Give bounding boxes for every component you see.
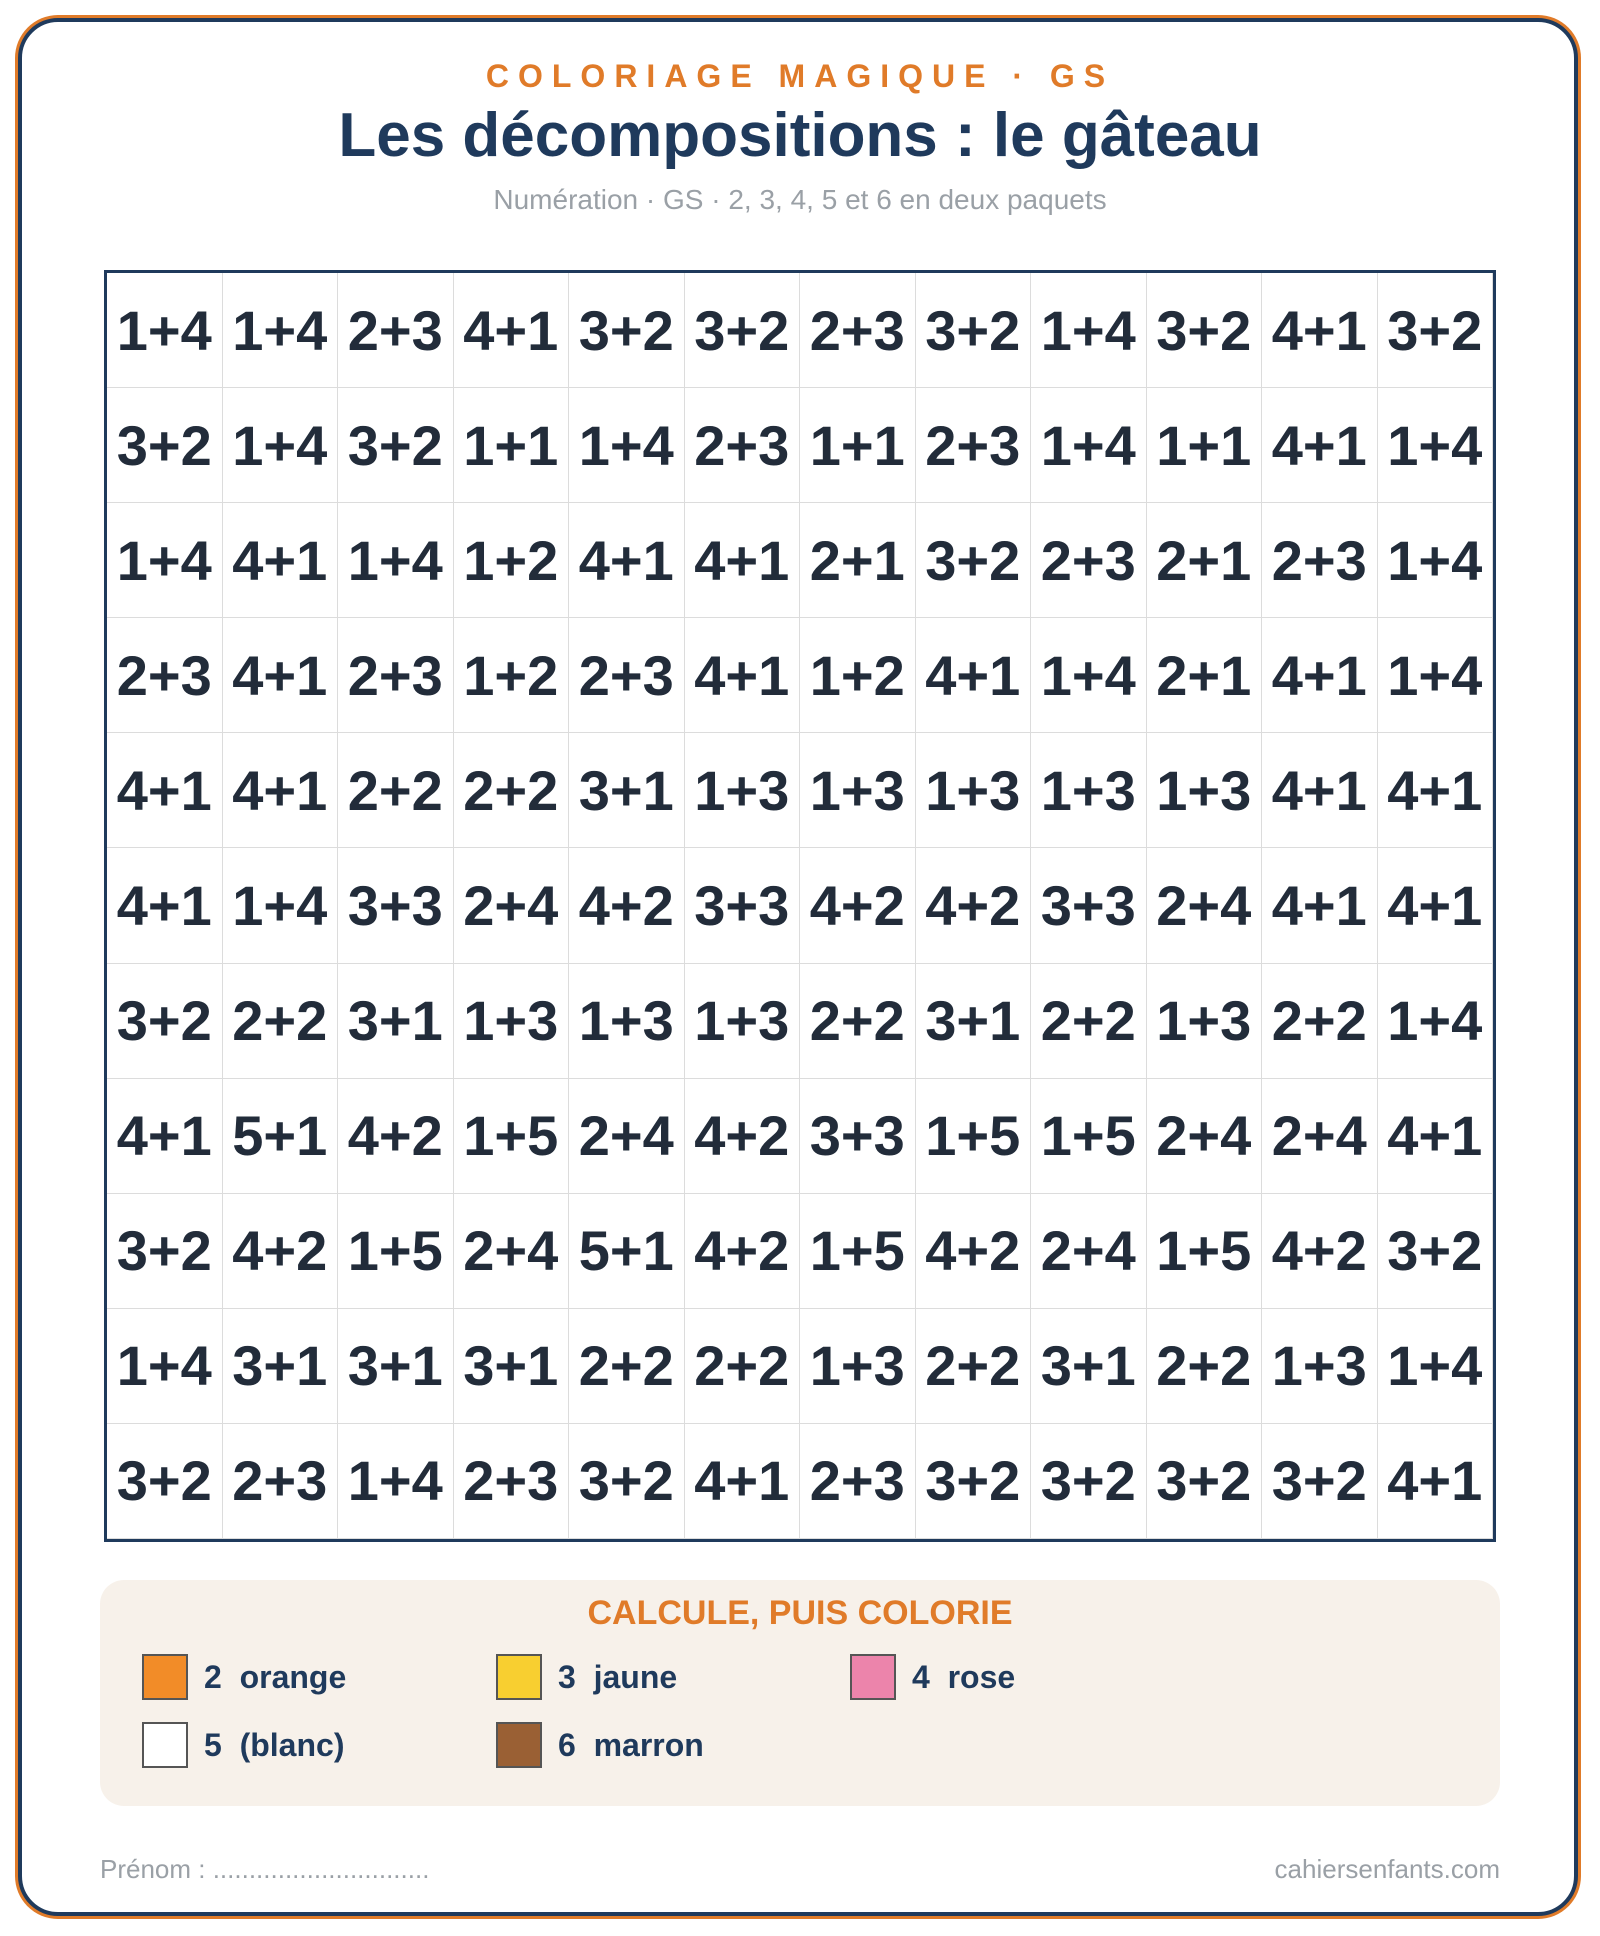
grid-cell: 4+1 bbox=[1262, 273, 1378, 388]
grid-cell: 1+5 bbox=[800, 1194, 916, 1309]
legend-label: 4 rose bbox=[912, 1658, 1016, 1695]
grid-cell: 3+2 bbox=[107, 1194, 223, 1309]
grid-cell: 1+4 bbox=[338, 503, 454, 618]
grid-cell: 4+2 bbox=[1262, 1194, 1378, 1309]
grid-cell: 2+2 bbox=[223, 964, 339, 1079]
legend-item-blanc bbox=[142, 1722, 344, 1768]
grid-cell: 1+4 bbox=[223, 388, 339, 503]
grid-cell: 1+3 bbox=[1147, 733, 1263, 848]
grid-cell: 4+2 bbox=[916, 1194, 1032, 1309]
grid-cell: 2+2 bbox=[338, 733, 454, 848]
grid-cell: 3+2 bbox=[916, 1424, 1032, 1539]
legend-label: 5 (blanc) bbox=[204, 1726, 345, 1763]
grid-cell: 3+2 bbox=[1262, 1424, 1378, 1539]
grid-cell: 4+1 bbox=[107, 1079, 223, 1194]
grid-cell: 3+3 bbox=[1031, 848, 1147, 963]
grid-cell: 2+2 bbox=[916, 1309, 1032, 1424]
grid-cell: 3+1 bbox=[569, 733, 685, 848]
legend-item-marron bbox=[496, 1722, 704, 1768]
grid-cell: 2+3 bbox=[338, 618, 454, 733]
grid-cell: 1+1 bbox=[1147, 388, 1263, 503]
grid-cell: 3+3 bbox=[800, 1079, 916, 1194]
grid-cell: 2+4 bbox=[454, 848, 570, 963]
grid-cell: 3+1 bbox=[916, 964, 1032, 1079]
grid-cell: 3+2 bbox=[1378, 1194, 1494, 1309]
grid-cell: 2+3 bbox=[685, 388, 801, 503]
grid-cell: 1+3 bbox=[1031, 733, 1147, 848]
grid-cell: 1+4 bbox=[569, 388, 685, 503]
grid-cell: 3+2 bbox=[1147, 273, 1263, 388]
grid-cell: 2+3 bbox=[1262, 503, 1378, 618]
grid-cell: 3+2 bbox=[569, 273, 685, 388]
grid-cell: 4+1 bbox=[685, 1424, 801, 1539]
grid-cell: 4+1 bbox=[1378, 1424, 1494, 1539]
grid-cell: 2+1 bbox=[1147, 503, 1263, 618]
grid-cell: 4+1 bbox=[454, 273, 570, 388]
grid-cell: 4+2 bbox=[223, 1194, 339, 1309]
brown-swatch bbox=[496, 1722, 542, 1768]
grid-cell: 2+3 bbox=[107, 618, 223, 733]
grid-cell: 3+2 bbox=[685, 273, 801, 388]
grid-cell: 3+2 bbox=[338, 388, 454, 503]
grid-cell: 1+4 bbox=[1378, 388, 1494, 503]
grid-cell: 4+1 bbox=[685, 503, 801, 618]
grid-cell: 1+4 bbox=[1378, 1309, 1494, 1424]
grid-cell: 4+2 bbox=[800, 848, 916, 963]
grid-cell: 1+3 bbox=[685, 964, 801, 1079]
white-swatch bbox=[142, 1722, 188, 1768]
grid-cell: 3+2 bbox=[1378, 273, 1494, 388]
grid-cell: 1+4 bbox=[107, 503, 223, 618]
orange-swatch bbox=[142, 1654, 188, 1700]
grid-cell: 4+2 bbox=[916, 848, 1032, 963]
name-field-label: Prénom : .............................. bbox=[100, 1854, 430, 1884]
grid-cell: 1+2 bbox=[800, 618, 916, 733]
grid-cell: 1+3 bbox=[800, 1309, 916, 1424]
grid-cell: 3+1 bbox=[338, 964, 454, 1079]
grid-cell: 3+2 bbox=[107, 1424, 223, 1539]
grid-cell: 3+2 bbox=[1031, 1424, 1147, 1539]
grid-cell: 4+2 bbox=[338, 1079, 454, 1194]
grid-cell: 1+5 bbox=[1147, 1194, 1263, 1309]
grid-cell: 4+1 bbox=[223, 618, 339, 733]
grid-cell: 4+1 bbox=[223, 503, 339, 618]
grid-cell: 2+3 bbox=[569, 618, 685, 733]
grid-cell: 2+2 bbox=[800, 964, 916, 1079]
grid-cell: 1+4 bbox=[107, 273, 223, 388]
grid-cell: 4+1 bbox=[916, 618, 1032, 733]
grid-cell: 2+3 bbox=[916, 388, 1032, 503]
grid-cell: 3+2 bbox=[1147, 1424, 1263, 1539]
grid-cell: 4+1 bbox=[1378, 733, 1494, 848]
grid-cell: 1+4 bbox=[1031, 388, 1147, 503]
grid-cell: 4+1 bbox=[107, 733, 223, 848]
grid-cell: 2+4 bbox=[1031, 1194, 1147, 1309]
grid-cell: 4+1 bbox=[569, 503, 685, 618]
grid-cell: 3+3 bbox=[685, 848, 801, 963]
grid-cell: 2+4 bbox=[454, 1194, 570, 1309]
grid-cell: 1+4 bbox=[1378, 503, 1494, 618]
grid-cell: 2+2 bbox=[1262, 964, 1378, 1079]
grid-cell: 1+5 bbox=[916, 1079, 1032, 1194]
grid-cell: 2+4 bbox=[1262, 1079, 1378, 1194]
grid-cell: 3+2 bbox=[107, 964, 223, 1079]
grid-cell: 2+2 bbox=[1031, 964, 1147, 1079]
grid-cell: 3+1 bbox=[1031, 1309, 1147, 1424]
grid-cell: 1+3 bbox=[916, 733, 1032, 848]
grid-cell: 4+1 bbox=[223, 733, 339, 848]
grid-cell: 4+1 bbox=[1378, 848, 1494, 963]
legend-item-jaune bbox=[496, 1654, 677, 1700]
grid-cell: 2+2 bbox=[1147, 1309, 1263, 1424]
grid-cell: 2+1 bbox=[1147, 618, 1263, 733]
grid-cell: 4+1 bbox=[1262, 733, 1378, 848]
grid-cell: 1+3 bbox=[569, 964, 685, 1079]
grid-cell: 1+3 bbox=[454, 964, 570, 1079]
grid-cell: 2+3 bbox=[223, 1424, 339, 1539]
grid-cell: 2+3 bbox=[1031, 503, 1147, 618]
grid-cell: 4+2 bbox=[685, 1194, 801, 1309]
grid-cell: 2+1 bbox=[800, 503, 916, 618]
grid-cell: 2+3 bbox=[454, 1424, 570, 1539]
grid-cell: 2+2 bbox=[569, 1309, 685, 1424]
yellow-swatch bbox=[496, 1654, 542, 1700]
grid-cell: 4+2 bbox=[685, 1079, 801, 1194]
grid-cell: 3+2 bbox=[569, 1424, 685, 1539]
grid-cell: 3+3 bbox=[338, 848, 454, 963]
grid-cell: 4+1 bbox=[1262, 848, 1378, 963]
grid-cell: 3+1 bbox=[223, 1309, 339, 1424]
grid-cell: 4+1 bbox=[1262, 618, 1378, 733]
grid-cell: 1+3 bbox=[685, 733, 801, 848]
legend-item-rose bbox=[850, 1654, 1015, 1700]
coloring-grid bbox=[104, 270, 1496, 1542]
grid-cell: 4+2 bbox=[569, 848, 685, 963]
grid-cell: 1+2 bbox=[454, 618, 570, 733]
pink-swatch bbox=[850, 1654, 896, 1700]
grid-cell: 1+5 bbox=[1031, 1079, 1147, 1194]
grid-cell: 3+1 bbox=[454, 1309, 570, 1424]
grid-cell: 4+1 bbox=[1378, 1079, 1494, 1194]
grid-cell: 2+3 bbox=[338, 273, 454, 388]
grid-cell: 1+5 bbox=[338, 1194, 454, 1309]
grid-cell: 2+2 bbox=[685, 1309, 801, 1424]
grid-cell: 2+2 bbox=[454, 733, 570, 848]
grid-cell: 4+1 bbox=[685, 618, 801, 733]
grid-cell: 4+1 bbox=[1262, 388, 1378, 503]
grid-cell: 1+4 bbox=[1378, 618, 1494, 733]
grid-cell: 1+4 bbox=[1031, 618, 1147, 733]
grid-cell: 5+1 bbox=[569, 1194, 685, 1309]
legend-label: 3 jaune bbox=[558, 1658, 678, 1695]
grid-cell: 1+4 bbox=[1031, 273, 1147, 388]
grid-cell: 2+3 bbox=[800, 1424, 916, 1539]
site-credit: cahiersenfants.com bbox=[1274, 1854, 1500, 1884]
legend-item-orange bbox=[142, 1654, 346, 1700]
grid-cell: 1+4 bbox=[223, 848, 339, 963]
grid-cell: 1+3 bbox=[1147, 964, 1263, 1079]
legend-label: 2 orange bbox=[204, 1658, 347, 1695]
grid-cell: 1+2 bbox=[454, 503, 570, 618]
grid-cell: 1+5 bbox=[454, 1079, 570, 1194]
grid-cell: 2+4 bbox=[569, 1079, 685, 1194]
page-subtitle: Numération · GS · 2, 3, 4, 5 et 6 en deux paquets bbox=[493, 184, 1107, 215]
grid-cell: 3+2 bbox=[916, 273, 1032, 388]
grid-cell: 1+1 bbox=[800, 388, 916, 503]
kicker: COLORIAGE MAGIQUE · GS bbox=[485, 58, 1115, 94]
grid-cell: 1+4 bbox=[223, 273, 339, 388]
grid-cell: 3+1 bbox=[338, 1309, 454, 1424]
grid-cell: 1+3 bbox=[800, 733, 916, 848]
legend-title: CALCULE, PUIS COLORIE bbox=[587, 1594, 1013, 1632]
grid-cell: 2+4 bbox=[1147, 848, 1263, 963]
grid-cell: 2+3 bbox=[800, 273, 916, 388]
grid-cell: 2+4 bbox=[1147, 1079, 1263, 1194]
grid-cell: 5+1 bbox=[223, 1079, 339, 1194]
page-title: Les décompositions : le gâteau bbox=[338, 101, 1262, 170]
grid-cell: 3+2 bbox=[107, 388, 223, 503]
grid-cell: 4+1 bbox=[107, 848, 223, 963]
grid-cell: 1+3 bbox=[1262, 1309, 1378, 1424]
grid-cell: 1+1 bbox=[454, 388, 570, 503]
grid-cell: 1+4 bbox=[338, 1424, 454, 1539]
legend-label: 6 marron bbox=[558, 1726, 704, 1763]
grid-cell: 1+4 bbox=[1378, 964, 1494, 1079]
color-legend bbox=[100, 1580, 1500, 1806]
grid-cell: 1+4 bbox=[107, 1309, 223, 1424]
grid-cell: 3+2 bbox=[916, 503, 1032, 618]
